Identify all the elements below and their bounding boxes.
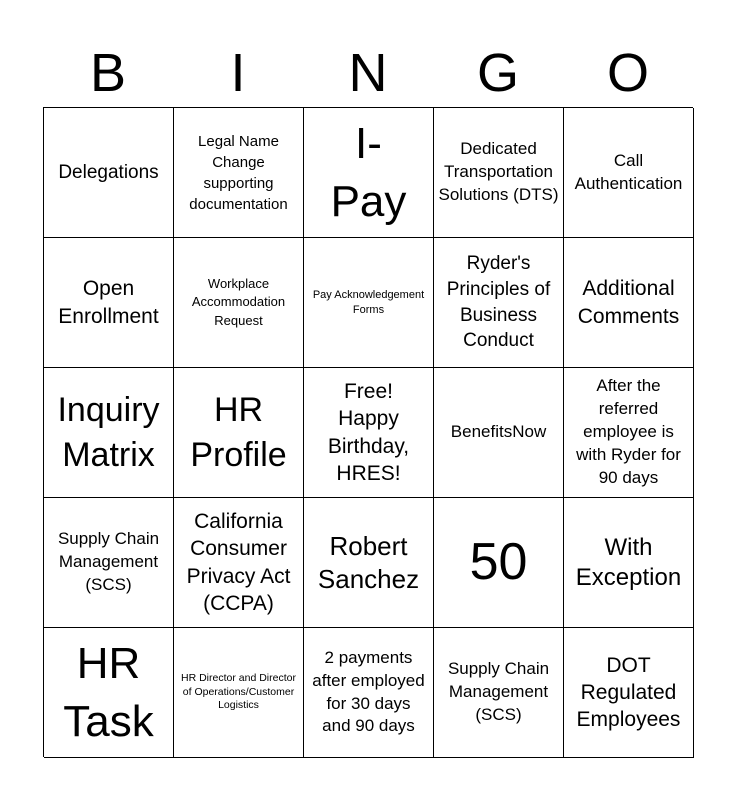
cell-text: Pay Acknowledgement Forms — [312, 289, 425, 316]
cell-text: Robert Sanchez — [317, 531, 420, 594]
bingo-cell — [564, 238, 694, 368]
cell-text: Supply Chain Management (SCS) — [57, 529, 160, 594]
cell-text: 50 — [469, 532, 528, 591]
bingo-cell — [174, 498, 304, 628]
cell-text: Delegations — [58, 161, 159, 183]
bingo-cell — [44, 238, 174, 368]
cell-text: Additional Comments — [577, 277, 680, 328]
cell-text: Dedicated Transportation Solutions (DTS) — [438, 139, 559, 204]
cell-text: Supply Chain Management (SCS) — [447, 659, 550, 724]
bingo-cell — [304, 108, 434, 238]
header-letter-g: G — [476, 43, 519, 103]
cell-text: Legal Name Change supporting documentation — [189, 132, 288, 213]
bingo-cell — [44, 108, 174, 238]
cell-text: California Consumer Privacy Act (CCPA) — [186, 509, 291, 615]
cell-text: BenefitsNow — [450, 422, 547, 442]
bingo-cell — [44, 628, 174, 758]
cell-text: HR Task — [63, 639, 154, 746]
bingo-cell — [564, 368, 694, 498]
bingo-cell — [564, 108, 694, 238]
bingo-cell — [44, 498, 174, 628]
bingo-cell — [564, 628, 694, 758]
bingo-cell — [434, 368, 564, 498]
bingo-cell — [304, 238, 434, 368]
cell-text: HR Director and Director of Operations/Customer Logistics — [181, 672, 296, 712]
cell-text: Open Enrollment — [58, 277, 159, 328]
bingo-board — [43, 107, 693, 757]
header-letter-n: N — [348, 43, 388, 103]
cell-text: DOT Regulated Employees — [576, 653, 681, 732]
header-letter-b: B — [89, 43, 127, 103]
cell-text: Inquiry Matrix — [57, 391, 160, 474]
cell-text: Workplace Accommodation Request — [191, 276, 286, 328]
cell-text: After the referred employee is with Ryder for 90 days — [576, 376, 681, 487]
bingo-cell — [434, 498, 564, 628]
bingo-cell — [174, 238, 304, 368]
cell-text: Call Authentication — [574, 150, 683, 193]
bingo-cell — [304, 368, 434, 498]
bingo-cell — [434, 238, 564, 368]
bingo-cell — [174, 368, 304, 498]
cell-text: I-Pay — [330, 119, 407, 226]
cell-text: 2 payments after employed for 30 days and 90 days — [312, 647, 425, 736]
bingo-cell — [564, 498, 694, 628]
cell-text: HR Profile — [190, 391, 287, 474]
cell-text: Free! Happy Birthday, HRES! — [327, 379, 410, 485]
bingo-header — [43, 40, 693, 106]
cell-text: With Exception — [575, 533, 682, 591]
bingo-cell — [304, 628, 434, 758]
bingo-cell — [44, 368, 174, 498]
bingo-cell — [174, 628, 304, 758]
header-letter-o: O — [606, 43, 649, 103]
bingo-cell — [434, 108, 564, 238]
cell-text: Ryder's Principles of Business Conduct — [446, 253, 551, 352]
header-letter-i: I — [230, 43, 246, 103]
bingo-cell — [434, 628, 564, 758]
bingo-cell — [304, 498, 434, 628]
bingo-cell — [174, 108, 304, 238]
